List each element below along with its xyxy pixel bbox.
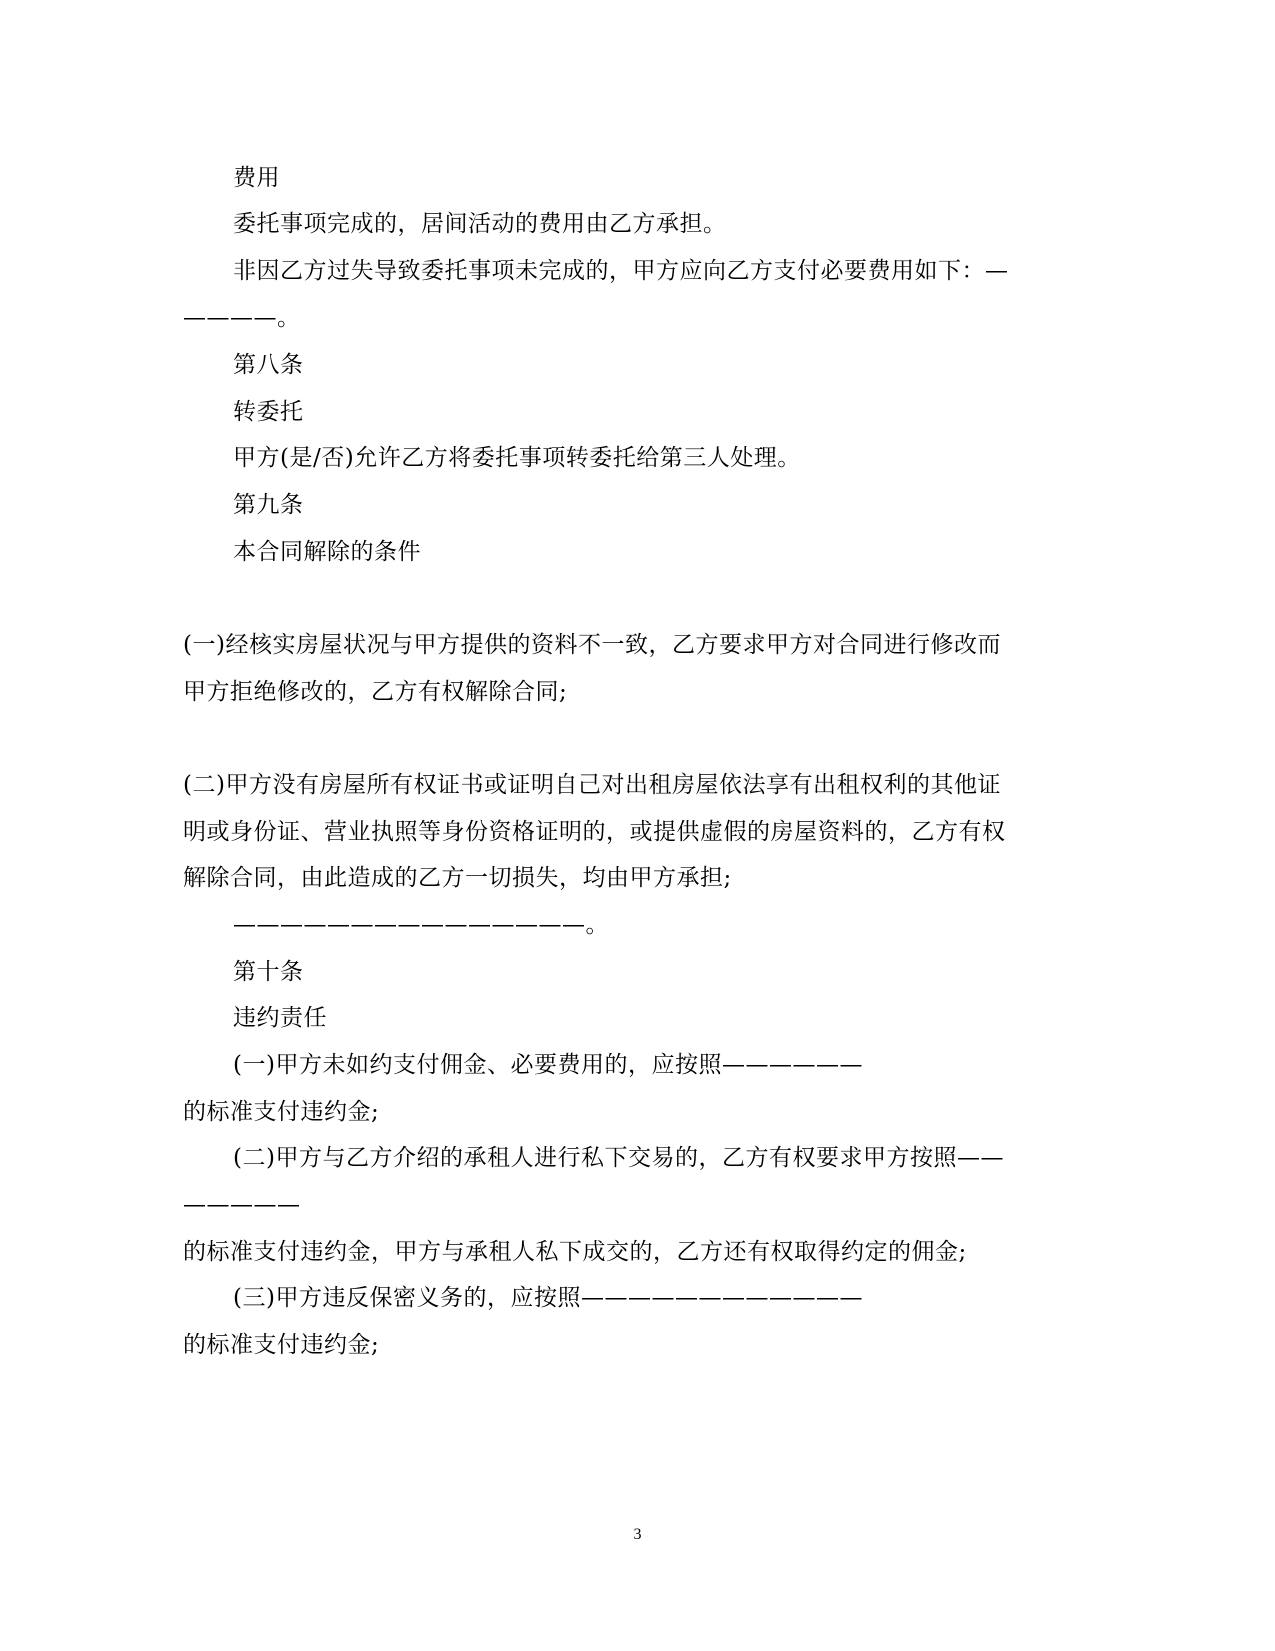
text-line: (二)甲方没有房屋所有权证书或证明自己对出租房屋依法享有出租权利的其他证 (183, 772, 1001, 798)
text-line: 甲方拒绝修改的，乙方有权解除合同; (183, 679, 568, 705)
text-line: 委托事项完成的，居间活动的费用由乙方承担。 (233, 211, 727, 237)
text-line: 的标准支付违约金，甲方与承租人私下成交的，乙方还有权取得约定的佣金; (183, 1239, 967, 1265)
text-line: 费用 (233, 165, 280, 191)
text-line: (一)经核实房屋状况与甲方提供的资料不一致，乙方要求甲方对合同进行修改而 (183, 632, 1001, 658)
text-line: 明或身份证、营业执照等身份资格证明的，或提供虚假的房屋资料的，乙方有权 (183, 819, 1006, 845)
text-line: 的标准支付违约金; (183, 1332, 380, 1358)
page-number: 3 (633, 1526, 642, 1543)
text-line: (二)甲方与乙方介绍的承租人进行私下交易的，乙方有权要求甲方按照—— (233, 1145, 1004, 1171)
article-heading: 第八条 (233, 352, 304, 378)
text-line: 非因乙方过失导致委托事项未完成的，甲方应向乙方支付必要费用如下：— (233, 258, 1009, 284)
text-line: 的标准支付违约金; (183, 1099, 380, 1125)
text-line: (三)甲方违反保密义务的，应按照———————————— (233, 1285, 863, 1311)
text-line: 甲方(是/否)允许乙方将委托事项转委托给第三人处理。 (233, 445, 801, 471)
article-title: 转委托 (233, 399, 304, 425)
article-heading: 第九条 (233, 492, 304, 518)
text-line: ————。 (183, 305, 301, 331)
blank-line: ————— (183, 1192, 301, 1218)
article-heading: 第十条 (233, 959, 304, 985)
text-line: (一)甲方未如约支付佣金、必要费用的，应按照—————— (233, 1052, 863, 1078)
blank-line: ———————————————。 (233, 912, 609, 938)
article-title: 本合同解除的条件 (233, 539, 421, 565)
text-line: 解除合同，由此造成的乙方一切损失，均由甲方承担; (183, 865, 732, 891)
article-title: 违约责任 (233, 1005, 327, 1031)
